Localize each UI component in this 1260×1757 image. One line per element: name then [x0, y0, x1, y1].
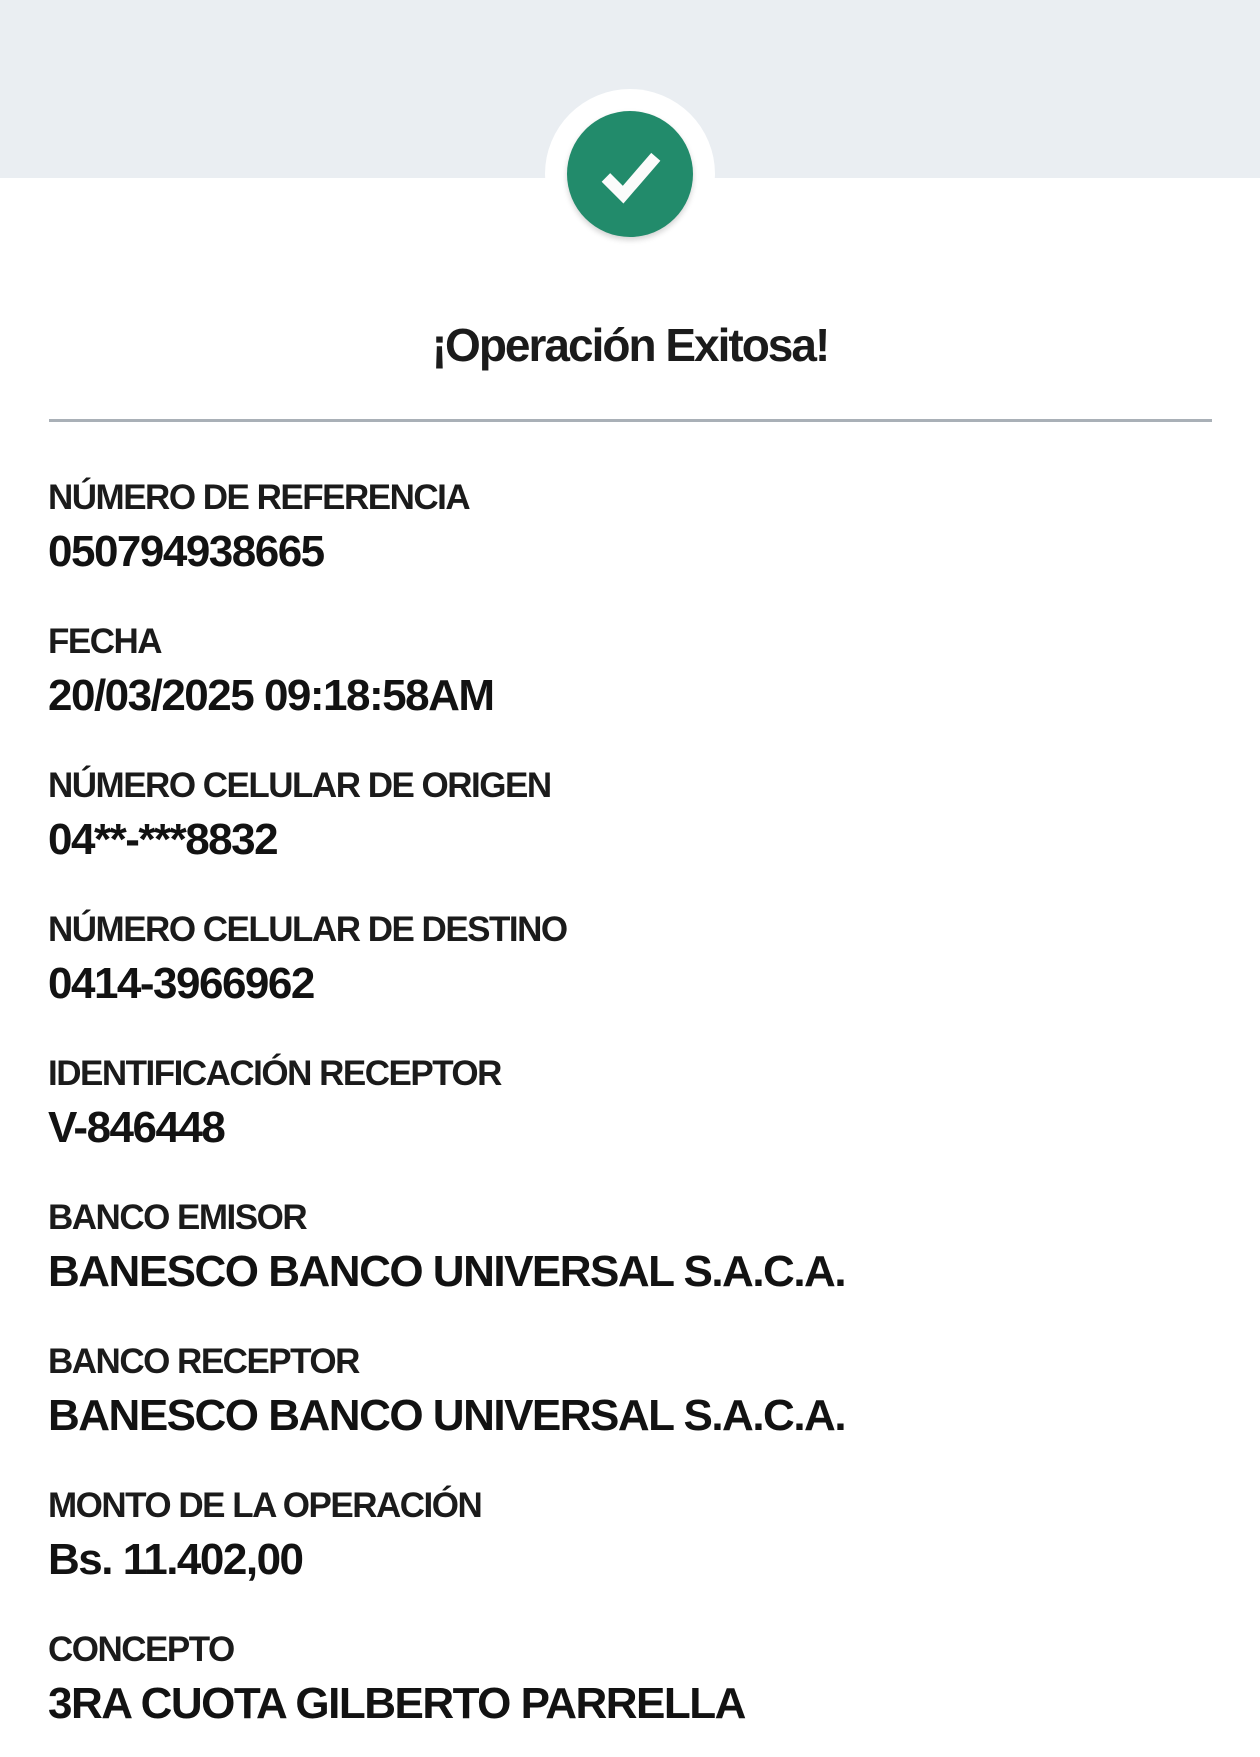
field-label: BANCO EMISOR — [48, 1198, 307, 1237]
field-label: FECHA — [48, 622, 162, 661]
success-status-badge — [545, 89, 715, 259]
field-label: BANCO RECEPTOR — [48, 1342, 359, 1381]
check-icon — [567, 111, 693, 237]
field-label: MONTO DE LA OPERACIÓN — [48, 1486, 482, 1525]
receipt-field-row — [48, 1053, 1212, 1153]
field-value: BANESCO BANCO UNIVERSAL S.A.C.A. — [48, 1247, 846, 1296]
field-value: BANESCO BANCO UNIVERSAL S.A.C.A. — [48, 1391, 846, 1440]
field-label: NÚMERO DE REFERENCIA — [48, 478, 470, 517]
field-value: 0414-3966962 — [48, 959, 314, 1008]
receipt-field-row — [48, 1197, 1212, 1297]
field-value: Bs. 11.402,00 — [48, 1535, 303, 1584]
receipt-field-row — [48, 1485, 1212, 1585]
field-value: 3RA CUOTA GILBERTO PARRELLA — [48, 1679, 745, 1728]
receipt-field-row — [48, 765, 1212, 865]
field-label: NÚMERO CELULAR DE DESTINO — [48, 910, 567, 949]
receipt-field-row — [48, 621, 1212, 721]
receipt-field-row — [48, 909, 1212, 1009]
field-value: V-846448 — [48, 1103, 225, 1152]
field-value: 04**-***8832 — [48, 815, 278, 864]
page-title: ¡Operación Exitosa! — [431, 319, 829, 371]
field-value: 050794938665 — [48, 527, 324, 576]
field-label: CONCEPTO — [48, 1630, 234, 1669]
receipt-field-row — [48, 1341, 1212, 1441]
divider-line — [49, 419, 1212, 422]
receipt-field-row — [48, 477, 1212, 577]
field-label: NÚMERO CELULAR DE ORIGEN — [48, 766, 551, 805]
field-value: 20/03/2025 09:18:58AM — [48, 671, 494, 720]
receipt-fields-list — [48, 477, 1212, 1757]
field-label: IDENTIFICACIÓN RECEPTOR — [48, 1054, 501, 1093]
receipt-field-row — [48, 1629, 1212, 1729]
